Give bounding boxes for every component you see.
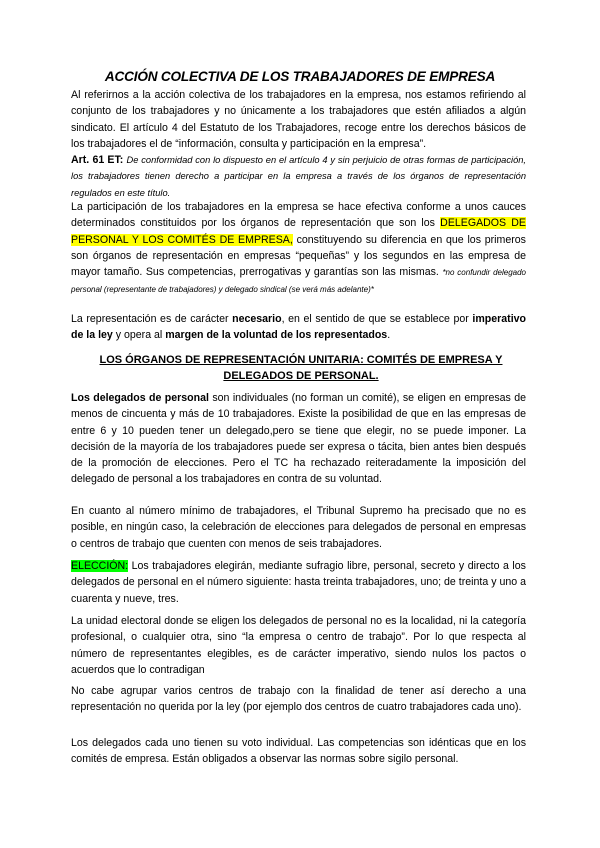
paragraph-voto [71, 735, 526, 768]
character-bold-margen: margen de la voluntad de los representados [165, 329, 388, 342]
voto-text: Los delegados cada uno tienen su voto individual. Las competencias son idénticas que en los comités de empresa. Están obligados a observar las normas sobre sigilo personal. [71, 737, 526, 766]
paragraph-unidad [71, 613, 526, 678]
character-bold-imperativo: imperativo de la ley [71, 313, 526, 342]
paragraph-participation [71, 199, 526, 299]
section-heading: LOS ÓRGANOS DE REPRESENTACIÓN UNITARIA: COMITÉS DE EMPRESA Y DELEGADOS DE PERSONAL. [99, 354, 503, 382]
character-text-e: . [387, 329, 391, 342]
article-61-text: De conformidad con lo dispuesto en el artículo 4 y sin perjuicio de otras formas de participación, los trabajadores tienen derecho a participar en la empresa a través de los órganos de representación regulados en este título. [71, 155, 526, 198]
participation-note: *no confundir delegado personal (representante de trabajadores) y delegado sindical (se verá más adelante)* [71, 268, 526, 295]
organs-highlight: DELEGADOS DE PERSONAL Y LOS COMITÉS DE EMPRESA, [71, 217, 526, 246]
paragraph-agrupar [71, 683, 526, 716]
character-bold-necesario: necesario [232, 313, 282, 325]
minimo-text: En cuanto al número mínimo de trabajadores, el Tribunal Supremo ha precisado que no es posible, en ningún caso, la celebración de elecciones para delegados de personal en empresas o centros de trabajo que cuenten con menos de seis trabajadores. [71, 505, 526, 550]
delegados-bold: Los delegados de personal [71, 392, 209, 404]
intro-text: Al referirnos a la acción colectiva de los trabajadores en la empresa, nos estamos refiriendo al conjunto de los trabajadores y no únicamente a los trabajadores que estén afiliados a algún sindicato. El artículo 4 del Estatuto de los Trabajadores, recoge entre los derechos básicos de los trabajadores el de “información, consulta y participación en la empresa”. [71, 89, 526, 150]
paragraph-delegados [71, 390, 526, 488]
paragraph-eleccion [71, 558, 526, 607]
paragraph-minimo [71, 503, 526, 552]
participation-text-a: La participación de los trabajadores en la empresa se hace efectiva conforme a unos cauces determinados constituidos por los órganos de representación que son los [71, 201, 526, 230]
eleccion-text: Los trabajadores elegirán, mediante sufragio libre, personal, secreto y directo a los delegados de personal en el número siguiente: hasta treinta trabajadores, uno; de treinta y uno a cuarenta y nueve, tres. [71, 560, 526, 605]
unidad-text: La unidad electoral donde se eligen los delegados de personal no es la localidad, ni la categoría profesional, o cualquier otra, sino “la empresa o centro de trabajo”. Por lo que respecta al número de representantes elegibles, es de carácter imperativo, siendo nulos los pactos o acuerdos que lo contradigan [71, 615, 526, 676]
character-text-a: La representación es de carácter [71, 313, 229, 325]
paragraph-character [71, 311, 526, 344]
paragraph-intro [71, 87, 526, 201]
character-text-d: y opera al [115, 329, 163, 342]
agrupar-text: No cabe agrupar varios centros de trabajo con la finalidad de tener así derecho a una representación no querida por la ley (por ejemplo dos centros de cuatro trabajadores cada uno). [71, 685, 526, 714]
delegados-text: son individuales (no forman un comité), se eligen en empresas de menos de cincuenta y más de 10 trabajadores. Existe la posibilidad de que en las empresas de entre 6 y 10 pueden tener un delegado,pero se tiene que elegir, no se puede imponer. La decisión de la mayoría de los trabajadores puede ser expresa o tácita, bien antes bien después de la promoción de elecciones. Pero el TC ha rechazado reiteradamente la imposición del delegado de personal a los trabajadores en contra de su voluntad. [71, 392, 527, 486]
character-text-c: , en el sentido de que se establece por [281, 313, 469, 325]
document-title: ACCIÓN COLECTIVA DE LOS TRABAJADORES DE EMPRESA [104, 69, 496, 84]
article-61-label: Art. 61 ET: [71, 154, 124, 167]
participation-text-b: constituyendo su diferencia en que los primeros son órganos de representación en empresas “pequeñas” y los segundos en las empresa de mayor tamaño. Sus competencias, prerrogativas y garantías son las mismas. [71, 233, 526, 279]
eleccion-highlight: ELECCIÓN: [71, 560, 129, 572]
